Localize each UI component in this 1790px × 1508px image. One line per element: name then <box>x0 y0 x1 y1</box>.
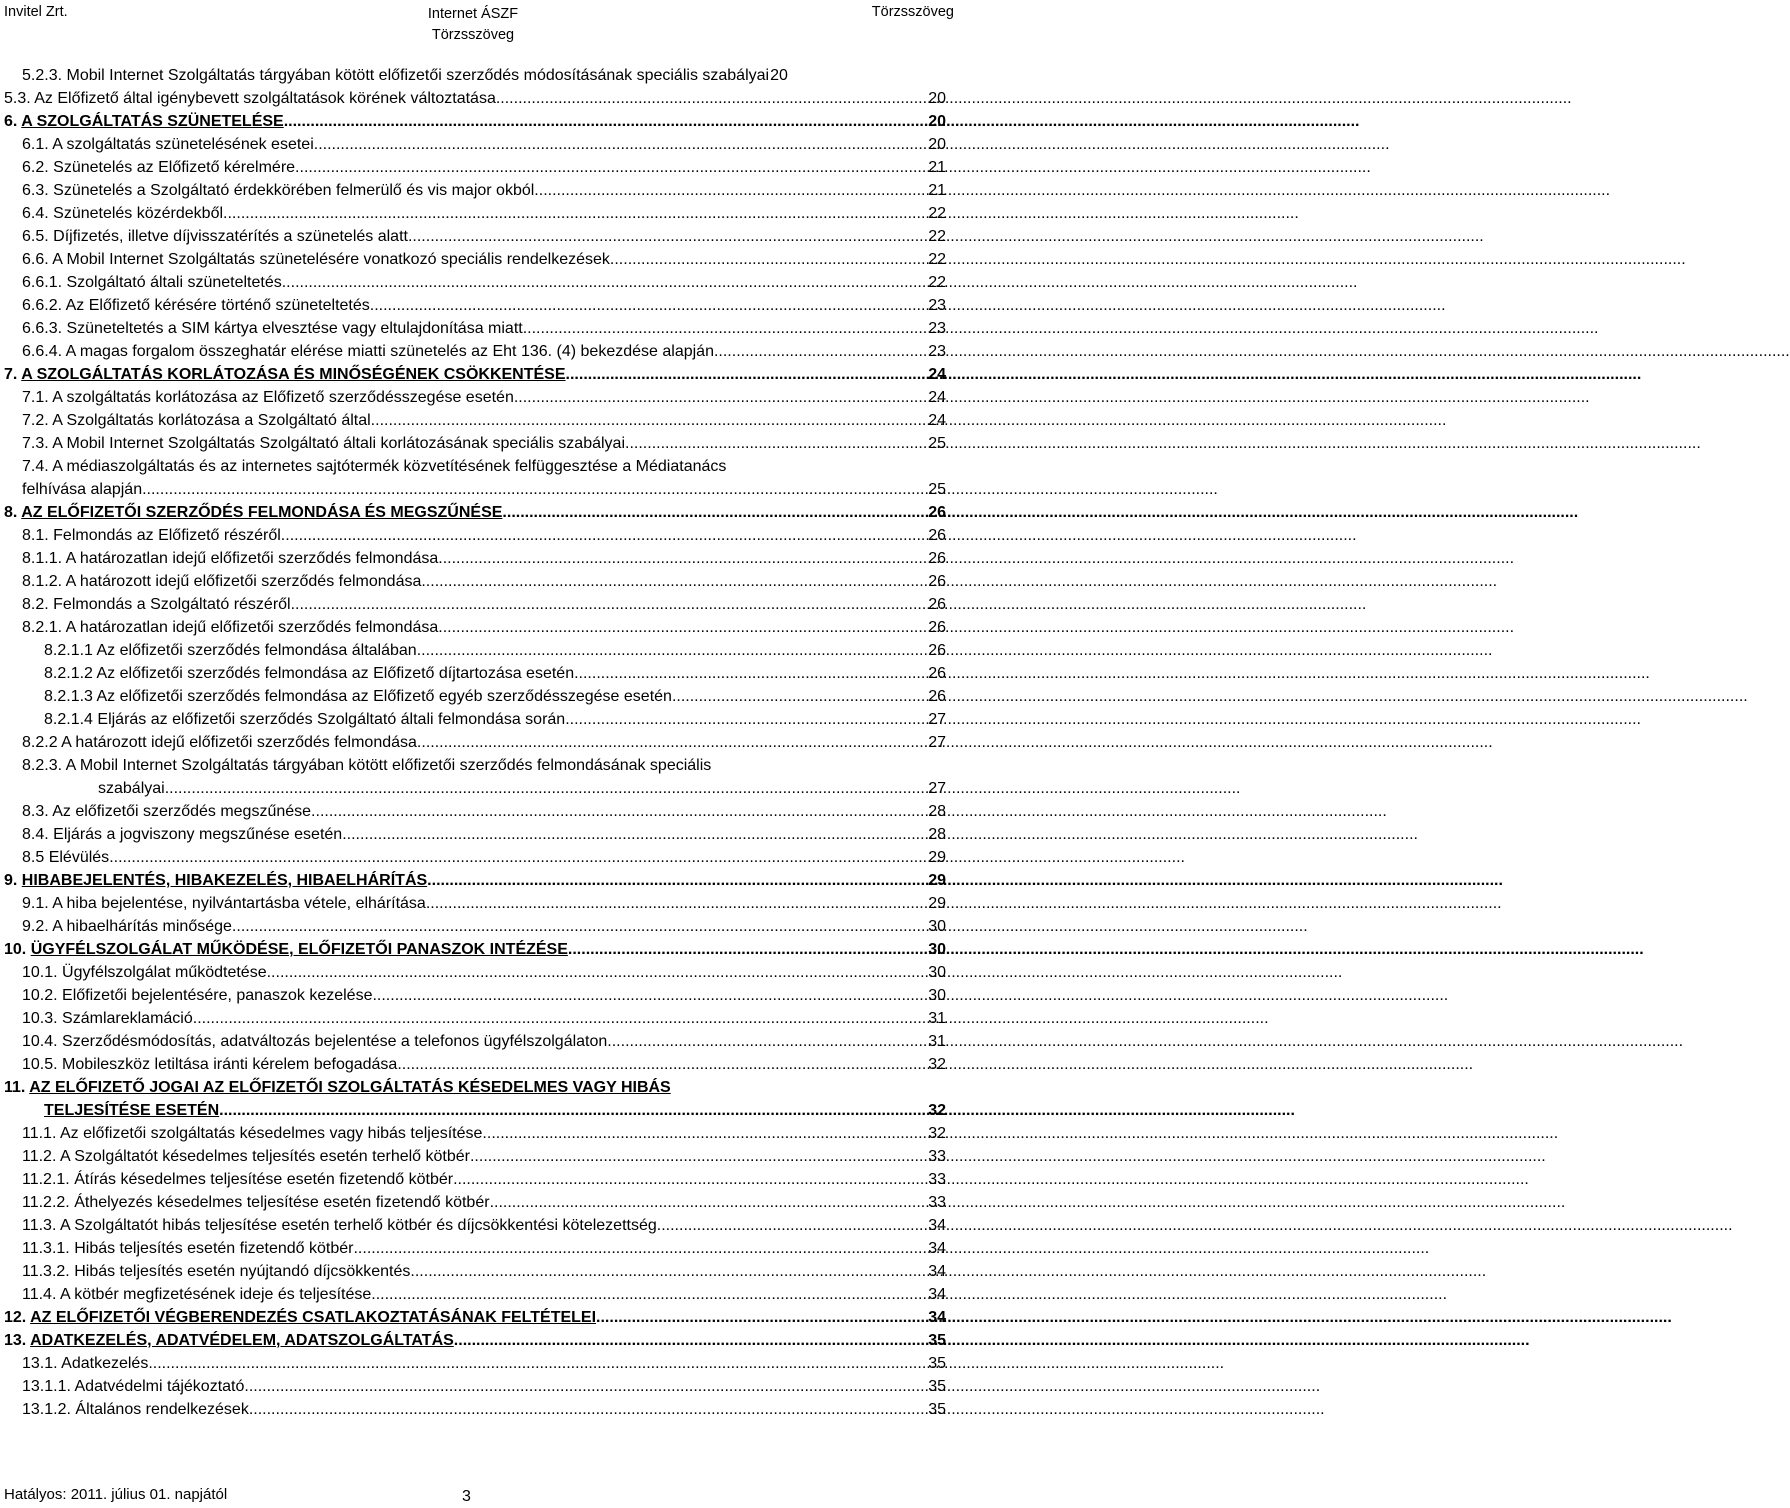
toc-leader-dots <box>470 1145 927 1168</box>
toc-entry[interactable] <box>0 455 960 501</box>
page-header <box>0 0 960 46</box>
toc-entry-number: 8.1.2. <box>22 573 63 590</box>
toc-entry[interactable] <box>0 892 960 915</box>
toc-entry[interactable] <box>0 708 960 731</box>
toc-leader-dots <box>438 547 927 570</box>
toc-leader-dots <box>370 294 927 317</box>
toc-entry-number: 11.4. <box>22 1286 57 1303</box>
toc-entry-number: 8.1.1. <box>22 550 63 567</box>
toc-entry-title: Eljárás a jogviszony megszűnése esetén <box>53 826 343 843</box>
toc-entry-page: 30 <box>928 918 946 935</box>
toc-entry-page: 20 <box>770 67 788 84</box>
toc-leader-dots <box>142 478 927 501</box>
toc-entry-number: 6.6.1. <box>22 274 63 291</box>
toc-entry-title-continued: szabályai <box>98 780 165 797</box>
toc-leader-dots <box>502 501 927 524</box>
toc-entry-title: Díjfizetés, illetve díjvisszatérítés a szünetelés alatt <box>53 228 408 245</box>
toc-entry-number: 7. <box>4 366 18 383</box>
toc-leader-dots <box>490 1191 928 1214</box>
toc-entry-number: 7.1. <box>22 389 49 406</box>
toc-leader-dots <box>311 800 927 823</box>
toc-leader-dots <box>353 1237 927 1260</box>
toc-entry[interactable] <box>0 1007 960 1030</box>
toc-entry-title: A határozott idejű előfizetői szerződés felmondása <box>65 573 422 590</box>
toc-entry-number: 13.1.2. <box>22 1401 71 1418</box>
toc-entry-title: A hiba bejelentése, nyilvántartásba vétele, elhárítása <box>52 895 426 912</box>
toc-entry-page: 26 <box>928 596 946 613</box>
toc-entry-title: Átírás késedelmes teljesítése esetén fizetendő kötbér <box>74 1171 454 1188</box>
toc-entry[interactable] <box>0 1260 960 1283</box>
toc-entry-page: 21 <box>928 182 946 199</box>
toc-entry-page: 26 <box>928 619 946 636</box>
toc-entry[interactable] <box>0 823 960 846</box>
toc-entry[interactable] <box>0 1375 960 1398</box>
toc-leader-dots <box>244 1375 927 1398</box>
toc-entry-number: 11.2. <box>22 1148 57 1165</box>
toc-entry-title: HIBABEJELENTÉS, HIBAKEZELÉS, HIBAELHÁRÍTÁS <box>21 872 428 889</box>
toc-entry-title: Az Előfizető kérésére történő szüneteltetés <box>65 297 370 314</box>
toc-leader-dots <box>371 409 928 432</box>
toc-entry-title: A magas forgalom összeghatár elérése miatti szünetelés az Eht 136. (4) bekezdése alapján <box>65 343 714 360</box>
toc-entry[interactable] <box>0 386 960 409</box>
toc-entry-title: Az előfizetői szerződés felmondása általában <box>96 642 417 659</box>
toc-leader-dots <box>371 1283 927 1306</box>
toc-leader-dots <box>219 1099 927 1122</box>
toc-entry-number: 8.4. <box>22 826 49 843</box>
toc-entry-number: 8.2.2 <box>22 734 58 751</box>
toc-entry-number: 10. <box>4 941 27 958</box>
toc-entry-page: 35 <box>928 1401 946 1418</box>
toc-entry-title: AZ ELŐFIZETŐ JOGAI AZ ELŐFIZETŐI SZOLGÁLTATÁS KÉSEDELMES VAGY HIBÁS <box>29 1079 671 1096</box>
toc-entry-title: Számlareklamáció <box>62 1010 193 1027</box>
toc-entry[interactable] <box>0 869 960 892</box>
toc-entry[interactable] <box>0 984 960 1007</box>
toc-leader-dots <box>291 593 928 616</box>
toc-entry[interactable] <box>0 731 960 754</box>
toc-entry-title-continued: TELJESÍTÉSE ESETÉN <box>44 1102 220 1119</box>
toc-entry-page: 33 <box>928 1148 946 1165</box>
toc-leader-dots <box>232 915 927 938</box>
toc-leader-dots <box>596 1306 927 1329</box>
toc-entry-title-continued: felhívása alapján <box>22 481 143 498</box>
toc-entry-page: 28 <box>928 803 946 820</box>
toc-entry[interactable] <box>0 340 960 363</box>
toc-entry-title: Felmondás az Előfizető részéről <box>53 527 281 544</box>
toc-leader-dots <box>610 248 927 271</box>
toc-entry[interactable] <box>0 317 960 340</box>
toc-entry-number: 8. <box>4 504 18 521</box>
toc-leader-dots <box>427 869 927 892</box>
toc-leader-dots <box>267 961 928 984</box>
toc-entry-number: 6.3. <box>22 182 49 199</box>
toc-entry[interactable] <box>0 1329 960 1352</box>
toc-entry-page: 24 <box>928 366 946 383</box>
toc-entry-title: Adatvédelmi tájékoztató <box>74 1378 245 1395</box>
toc-leader-dots <box>566 363 928 386</box>
toc-leader-dots <box>657 1214 927 1237</box>
toc-entry[interactable] <box>0 961 960 984</box>
toc-entry-page: 27 <box>928 780 946 797</box>
toc-entry[interactable] <box>0 639 960 662</box>
toc-entry-number: 10.3. <box>22 1010 58 1027</box>
toc-entry-title: A SZOLGÁLTATÁS KORLÁTOZÁSA ÉS MINŐSÉGÉNEK CSÖKKENTÉSE <box>21 366 566 383</box>
toc-entry-number: 7.3. <box>22 435 49 452</box>
toc-leader-dots <box>496 87 927 110</box>
toc-entry-page: 34 <box>928 1263 946 1280</box>
toc-entry-page: 29 <box>928 872 946 889</box>
table-of-contents <box>0 64 960 1421</box>
header-title-line1: Internet ÁSZF <box>427 6 519 22</box>
toc-entry-page: 33 <box>928 1194 946 1211</box>
toc-entry[interactable] <box>0 202 960 225</box>
toc-entry-title: Hibás teljesítés esetén fizetendő kötbér <box>74 1240 354 1257</box>
toc-leader-dots <box>438 616 927 639</box>
toc-leader-dots <box>565 708 927 731</box>
toc-leader-dots <box>223 202 927 225</box>
toc-entry-title: Az előfizetői szerződés felmondása az Előfizető díjtartozása esetén <box>96 665 575 682</box>
toc-leader-dots <box>607 1030 927 1053</box>
toc-leader-dots <box>672 685 927 708</box>
toc-entry[interactable] <box>0 225 960 248</box>
toc-entry[interactable] <box>0 1168 960 1191</box>
toc-entry-page: 26 <box>928 573 946 590</box>
toc-entry-number: 13.1.1. <box>22 1378 71 1395</box>
toc-leader-dots <box>249 1398 927 1421</box>
toc-leader-dots <box>284 110 927 133</box>
header-version: Törzsszöveg <box>871 4 954 20</box>
toc-leader-dots <box>165 777 928 800</box>
toc-entry[interactable] <box>0 570 960 593</box>
toc-entry[interactable] <box>0 87 960 110</box>
toc-entry-number: 8.3. <box>22 803 49 820</box>
toc-entry-title: A Mobil Internet Szolgáltatás tárgyában kötött előfizetői szerződés felmondásának speciális <box>65 757 712 774</box>
toc-entry-title: ÜGYFÉLSZOLGÁLAT MŰKÖDÉSE, ELŐFIZETŐI PANASZOK INTÉZÉSE <box>30 941 568 958</box>
toc-entry-number: 6.6. <box>22 251 49 268</box>
toc-entry-page: 22 <box>928 274 946 291</box>
toc-entry-title: A Mobil Internet Szolgáltatás Szolgáltató általi korlátozásának speciális szabályai <box>52 435 626 452</box>
toc-entry-number: 6.2. <box>22 159 49 176</box>
toc-entry-title: A szolgáltatás szünetelésének esetei <box>52 136 314 153</box>
toc-entry-page: 20 <box>928 113 946 130</box>
toc-entry-number: 10.2. <box>22 987 58 1004</box>
toc-leader-dots <box>408 225 927 248</box>
toc-entry-page: 28 <box>928 826 946 843</box>
toc-entry-title: Adatkezelés <box>61 1355 149 1372</box>
toc-entry[interactable] <box>0 133 960 156</box>
toc-entry-number: 7.4. <box>22 458 49 475</box>
toc-leader-dots <box>193 1007 927 1030</box>
toc-entry-title: A szolgáltatás korlátozása az Előfizető szerződésszegése esetén <box>52 389 514 406</box>
toc-entry-page: 35 <box>928 1332 946 1349</box>
toc-entry[interactable] <box>0 616 960 639</box>
toc-entry-title: Az Előfizető által igénybevett szolgáltatások körének változtatása <box>34 90 496 107</box>
toc-leader-dots <box>534 179 927 202</box>
toc-entry-page: 32 <box>928 1102 946 1119</box>
toc-entry[interactable] <box>0 662 960 685</box>
header-document-title <box>398 4 548 46</box>
toc-entry[interactable] <box>0 593 960 616</box>
toc-entry[interactable] <box>0 1398 960 1421</box>
toc-entry-title: Az előfizetői szerződés felmondása az Előfizető egyéb szerződésszegése esetén <box>96 688 672 705</box>
toc-entry[interactable] <box>0 363 960 386</box>
toc-entry-number: 8.2.1.2 <box>44 665 93 682</box>
toc-entry-number: 9. <box>4 872 18 889</box>
toc-entry-page: 32 <box>928 1056 946 1073</box>
toc-entry[interactable] <box>0 110 960 133</box>
toc-entry-title: A Szolgáltatót hibás teljesítése esetén terhelő kötbér és díjcsökkentési kötelezettség <box>59 1217 657 1234</box>
toc-entry-number: 6.4. <box>22 205 49 222</box>
toc-entry-page: 27 <box>928 734 946 751</box>
toc-entry-page: 24 <box>928 389 946 406</box>
toc-entry-page: 34 <box>928 1240 946 1257</box>
toc-entry-title: Az előfizetői szolgáltatás késedelmes vagy hibás teljesítése <box>59 1125 483 1142</box>
toc-entry-number: 8.2.1. <box>22 619 63 636</box>
toc-entry[interactable] <box>0 1283 960 1306</box>
toc-entry-number: 10.4. <box>22 1033 58 1050</box>
toc-entry-title: Elévülés <box>48 849 110 866</box>
toc-entry-title: Szüneteltetés a SIM kártya elvesztése vagy eltulajdonítása miatt <box>66 320 523 337</box>
toc-entry[interactable] <box>0 179 960 202</box>
toc-leader-dots <box>625 432 927 455</box>
toc-entry-page: 31 <box>928 1033 946 1050</box>
toc-entry-title: AZ ELŐFIZETŐI SZERZŐDÉS FELMONDÁSA ÉS MEGSZŰNÉSE <box>21 504 503 521</box>
toc-entry-title: A médiaszolgáltatás és az internetes sajtótermék közvetítésének felfüggesztése a Médiatanács <box>52 458 727 475</box>
toc-entry[interactable] <box>0 1145 960 1168</box>
toc-entry-title: Felmondás a Szolgáltató részéről <box>53 596 291 613</box>
toc-entry[interactable] <box>0 524 960 547</box>
toc-entry-title: AZ ELŐFIZETŐI VÉGBERENDEZÉS CSATLAKOZTATÁSÁNAK FELTÉTELEI <box>30 1309 597 1326</box>
toc-entry[interactable] <box>0 915 960 938</box>
toc-entry-title: A Szolgáltatás korlátozása a Szolgáltató által <box>52 412 371 429</box>
toc-entry-number: 10.1. <box>22 964 58 981</box>
toc-entry[interactable] <box>0 248 960 271</box>
toc-entry-page: 35 <box>928 1355 946 1372</box>
toc-entry-number: 6. <box>4 113 18 130</box>
toc-entry[interactable] <box>0 409 960 432</box>
toc-entry[interactable] <box>0 938 960 961</box>
toc-entry[interactable] <box>0 156 960 179</box>
toc-entry[interactable] <box>0 1237 960 1260</box>
toc-entry-page: 26 <box>928 504 946 521</box>
toc-entry[interactable] <box>0 1053 960 1076</box>
toc-entry-title: A hibaelhárítás minősége <box>52 918 232 935</box>
toc-entry[interactable] <box>0 547 960 570</box>
toc-entry[interactable] <box>0 271 960 294</box>
toc-entry-title: Az előfizetői szerződés megszűnése <box>52 803 312 820</box>
toc-entry-page: 30 <box>928 941 946 958</box>
toc-entry-page: 23 <box>928 320 946 337</box>
toc-entry-title: ADATKEZELÉS, ADATVÉDELEM, ADATSZOLGÁLTATÁS <box>30 1332 454 1349</box>
toc-leader-dots <box>417 731 927 754</box>
toc-entry-title: A Mobil Internet Szolgáltatás szünetelésére vonatkozó speciális rendelkezések <box>52 251 610 268</box>
toc-entry-page: 26 <box>928 550 946 567</box>
toc-entry-number: 6.6.4. <box>22 343 63 360</box>
toc-entry-page: 33 <box>928 1171 946 1188</box>
toc-leader-dots <box>453 1168 927 1191</box>
toc-entry-title: Szerződésmódosítás, adatváltozás bejelentése a telefonos ügyfélszolgálaton <box>62 1033 608 1050</box>
toc-entry[interactable] <box>0 685 960 708</box>
toc-entry-page: 29 <box>928 849 946 866</box>
toc-entry[interactable] <box>0 1122 960 1145</box>
toc-leader-dots <box>314 133 927 156</box>
toc-entry[interactable] <box>0 294 960 317</box>
toc-entry-title: A SZOLGÁLTATÁS SZÜNETELÉSE <box>21 113 284 130</box>
toc-entry-number: 6.6.2. <box>22 297 63 314</box>
footer-page-number: 3 <box>462 1488 471 1505</box>
toc-entry-page: 32 <box>928 1125 946 1142</box>
toc-entry-page: 20 <box>928 90 946 107</box>
toc-entry-number: 11.2.1. <box>22 1171 70 1188</box>
toc-entry[interactable] <box>0 1352 960 1375</box>
toc-entry-number: 11.2.2. <box>22 1194 70 1211</box>
toc-entry-page: 25 <box>928 435 946 452</box>
toc-entry-number: 8.2.1.4 <box>44 711 93 728</box>
toc-entry-title: Általános rendelkezések <box>75 1401 249 1418</box>
toc-leader-dots <box>421 570 927 593</box>
toc-entry-number: 8.2.3. <box>22 757 63 774</box>
toc-entry-number: 6.5. <box>22 228 49 245</box>
footer-effective-date: Hatályos: 2011. július 01. napjától <box>4 1486 228 1503</box>
toc-leader-dots <box>426 892 927 915</box>
toc-entry-title: Áthelyezés késedelmes teljesítése esetén fizetendő kötbér <box>74 1194 490 1211</box>
toc-entry-number: 5.2.3. <box>22 67 63 84</box>
toc-entry-page: 23 <box>928 343 946 360</box>
toc-entry-number: 5.3. <box>4 90 31 107</box>
toc-entry-title: Szünetelés közérdekből <box>53 205 224 222</box>
toc-entry-title: A határozatlan idejű előfizetői szerződés felmondása <box>65 550 439 567</box>
toc-leader-dots <box>342 823 927 846</box>
toc-leader-dots <box>282 271 927 294</box>
toc-leader-dots <box>523 317 927 340</box>
toc-entry-page: 24 <box>928 412 946 429</box>
toc-entry-page: 27 <box>928 711 946 728</box>
toc-entry-title: A kötbér megfizetésének ideje és teljesítése <box>59 1286 372 1303</box>
header-title-line2: Törzsszöveg <box>431 27 515 43</box>
toc-entry-number: 10.5. <box>22 1056 58 1073</box>
toc-entry[interactable] <box>0 800 960 823</box>
toc-entry-number: 6.6.3. <box>22 320 63 337</box>
toc-leader-dots <box>148 1352 927 1375</box>
toc-leader-dots <box>397 1053 927 1076</box>
toc-entry-page: 26 <box>928 665 946 682</box>
toc-entry-number: 9.1. <box>22 895 49 912</box>
toc-entry-title: Előfizetői bejelentésére, panaszok kezelése <box>62 987 373 1004</box>
toc-entry-page: 30 <box>928 964 946 981</box>
toc-entry-title: Mobil Internet Szolgáltatás tárgyában kötött előfizetői szerződés módosításának speciális szabályai <box>66 67 770 84</box>
toc-entry[interactable] <box>0 501 960 524</box>
toc-entry-title: Hibás teljesítés esetén nyújtandó díjcsökkentés <box>74 1263 411 1280</box>
toc-entry-number: 8.2. <box>22 596 49 613</box>
header-company: Invitel Zrt. <box>4 4 68 20</box>
toc-entry-page: 31 <box>928 1010 946 1027</box>
toc-entry-page: 26 <box>928 642 946 659</box>
toc-entry-number: 8.1. <box>22 527 49 544</box>
toc-leader-dots <box>568 938 927 961</box>
toc-entry-page: 22 <box>928 251 946 268</box>
toc-entry[interactable] <box>0 1214 960 1237</box>
toc-entry[interactable] <box>0 1076 960 1122</box>
toc-entry[interactable] <box>0 1030 960 1053</box>
toc-entry-title: Szolgáltató általi szüneteltetés <box>66 274 282 291</box>
toc-entry[interactable] <box>0 432 960 455</box>
toc-leader-dots <box>482 1122 927 1145</box>
toc-entry-number: 11.1. <box>22 1125 57 1142</box>
toc-entry-number: 11. <box>4 1079 26 1096</box>
toc-entry-number: 8.2.1.3 <box>44 688 93 705</box>
toc-leader-dots <box>281 524 927 547</box>
toc-entry-title: Szünetelés az Előfizető kérelmére <box>53 159 296 176</box>
toc-entry-page: 35 <box>928 1378 946 1395</box>
toc-entry[interactable] <box>0 754 960 800</box>
toc-entry-page: 26 <box>928 527 946 544</box>
toc-leader-dots <box>410 1260 927 1283</box>
toc-entry-page: 25 <box>928 481 946 498</box>
toc-entry[interactable] <box>0 1191 960 1214</box>
toc-entry-page: 21 <box>928 159 946 176</box>
toc-entry-page: 29 <box>928 895 946 912</box>
toc-entry-number: 11.3.2. <box>22 1263 70 1280</box>
toc-entry-number: 6.1. <box>22 136 49 153</box>
toc-leader-dots <box>574 662 927 685</box>
toc-entry-number: 8.5 <box>22 849 45 866</box>
toc-entry-number: 11.3. <box>22 1217 57 1234</box>
toc-leader-dots <box>295 156 927 179</box>
toc-leader-dots <box>714 340 927 363</box>
toc-entry-page: 20 <box>928 136 946 153</box>
toc-leader-dots <box>109 846 927 869</box>
toc-entry-title: A Szolgáltatót késedelmes teljesítés esetén terhelő kötbér <box>59 1148 470 1165</box>
toc-entry[interactable] <box>0 1306 960 1329</box>
toc-leader-dots <box>514 386 927 409</box>
toc-entry-page: 34 <box>928 1309 946 1326</box>
toc-entry-page: 30 <box>928 987 946 1004</box>
toc-entry-page: 23 <box>928 297 946 314</box>
toc-entry-title: A határozatlan idejű előfizetői szerződés felmondása <box>65 619 439 636</box>
toc-entry-title: Mobileszköz letiltása iránti kérelem befogadása <box>62 1056 398 1073</box>
toc-entry-title: Szünetelés a Szolgáltató érdekkörében felmerülő és vis major okból <box>53 182 535 199</box>
toc-leader-dots <box>417 639 928 662</box>
toc-entry-title: A határozott idejű előfizetői szerződés felmondása <box>61 734 417 751</box>
toc-entry-number: 9.2. <box>22 918 49 935</box>
toc-entry-number: 11.3.1. <box>22 1240 70 1257</box>
toc-entry-number: 7.2. <box>22 412 49 429</box>
toc-entry-page: 22 <box>928 205 946 222</box>
toc-entry[interactable] <box>0 846 960 869</box>
toc-entry-page: 34 <box>928 1286 946 1303</box>
toc-entry-number: 13.1. <box>22 1355 58 1372</box>
toc-entry[interactable] <box>0 64 960 87</box>
toc-entry-number: 8.2.1.1 <box>44 642 93 659</box>
toc-entry-page: 34 <box>928 1217 946 1234</box>
toc-leader-dots <box>372 984 927 1007</box>
toc-entry-page: 22 <box>928 228 946 245</box>
toc-entry-number: 13. <box>4 1332 27 1349</box>
toc-leader-dots <box>454 1329 927 1352</box>
toc-entry-title: Eljárás az előfizetői szerződés Szolgáltató általi felmondása során <box>97 711 566 728</box>
toc-entry-title: Ügyfélszolgálat működtetése <box>62 964 267 981</box>
toc-entry-page: 26 <box>928 688 946 705</box>
toc-entry-number: 12. <box>4 1309 27 1326</box>
